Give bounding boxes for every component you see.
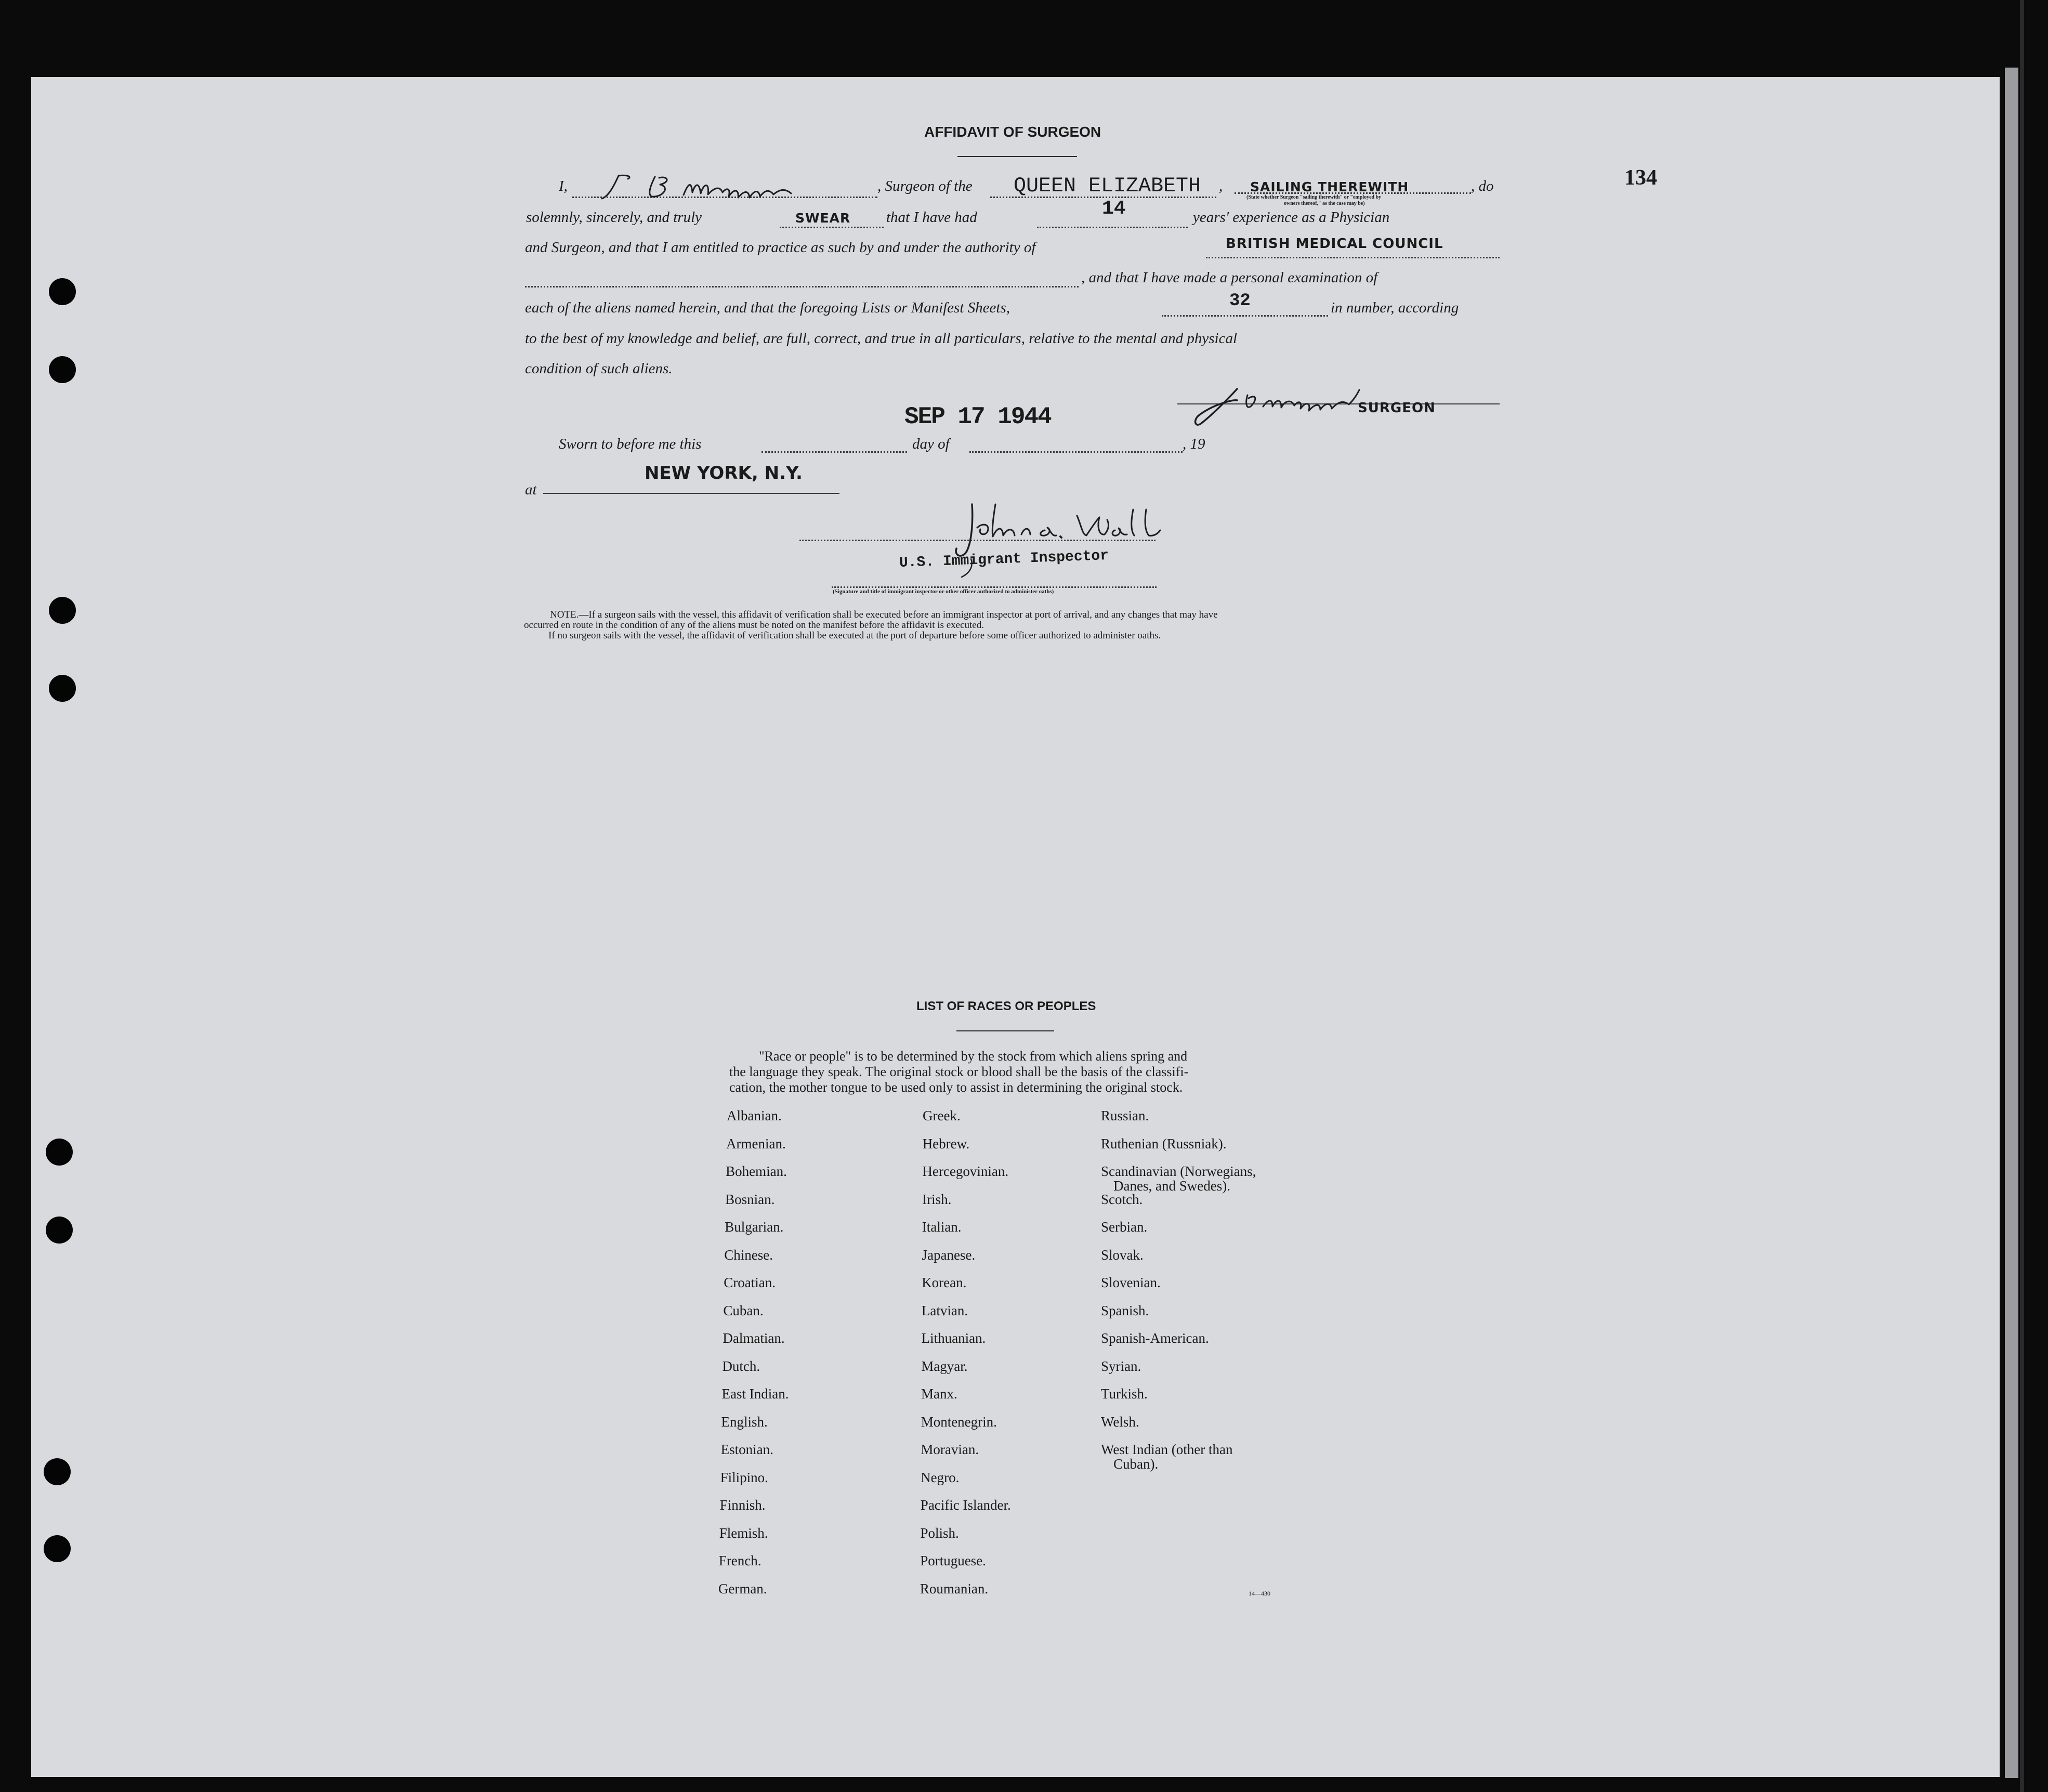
race-item: Serbian. xyxy=(1101,1219,1148,1235)
page-number: 134 xyxy=(1624,166,1657,190)
race-item: Turkish. xyxy=(1101,1386,1148,1402)
race-item: Slovenian. xyxy=(1101,1275,1161,1290)
line2-suffix: years' experience as a Physician xyxy=(1193,209,1390,226)
race-item: Spanish-American. xyxy=(1101,1330,1209,1346)
punch-hole xyxy=(46,1139,73,1166)
race-item: Cuban. xyxy=(723,1302,764,1318)
place-line xyxy=(543,493,839,494)
race-item: Bulgarian. xyxy=(725,1219,784,1235)
line3-prefix: and Surgeon, and that I am entitled to practice as such by and under the authority of xyxy=(525,239,1036,256)
race-item: Albanian. xyxy=(727,1108,782,1123)
surgeon-label: SURGEON xyxy=(1358,400,1436,416)
race-item: Negro. xyxy=(921,1469,960,1485)
punch-hole xyxy=(49,278,76,305)
race-item: Moravian. xyxy=(921,1442,979,1457)
race-item: Ruthenian (Russniak). xyxy=(1101,1135,1227,1152)
race-item: Armenian. xyxy=(726,1135,786,1152)
race-item: Greek. xyxy=(923,1108,961,1123)
punch-hole xyxy=(44,1458,71,1485)
race-item: Chinese. xyxy=(724,1247,773,1263)
punch-hole xyxy=(44,1535,71,1562)
surgeon-name-handwriting xyxy=(598,166,847,205)
line2-mid: that I have had xyxy=(886,209,977,226)
page-edge-shadow xyxy=(2005,68,2018,1778)
race-item: Danes, and Swedes). xyxy=(1113,1178,1230,1194)
race-item: East Indian. xyxy=(721,1386,789,1402)
race-item: Magyar. xyxy=(921,1358,968,1374)
inspector-signature xyxy=(941,499,1175,590)
vessel-name: QUEEN ELIZABETH xyxy=(1014,175,1201,198)
sworn-day-of: day of xyxy=(912,436,950,452)
years-experience: 14 xyxy=(1102,198,1126,220)
sailing-line xyxy=(1235,192,1471,194)
race-item: Spanish. xyxy=(1101,1302,1149,1318)
race-item: Manx. xyxy=(921,1386,957,1402)
punch-hole xyxy=(49,597,76,624)
inspector-caption: (Signature and title of immigrant inspector or other officer authorized to administer oaths) xyxy=(833,588,1054,595)
punch-hole xyxy=(49,675,76,702)
sworn-year: , 19 xyxy=(1183,436,1205,452)
race-item: Welsh. xyxy=(1101,1414,1139,1430)
race-item: Dalmatian. xyxy=(723,1330,785,1346)
film-edge xyxy=(2020,0,2024,1792)
line5-suffix: in number, according xyxy=(1331,299,1459,316)
race-item: Cuban). xyxy=(1113,1456,1159,1472)
races-intro-1: "Race or people" is to be determined by the stock from which aliens spring and xyxy=(759,1049,1188,1064)
race-item: Bohemian. xyxy=(726,1163,787,1179)
races-intro-3: cation, the mother tongue to be used only to assist in determining the original stock. xyxy=(729,1080,1183,1095)
race-item: Irish. xyxy=(922,1191,952,1207)
race-item: Italian. xyxy=(922,1219,962,1235)
sailing-note-2: owners thereof," as the case may be) xyxy=(1284,201,1365,206)
race-item: Slovak. xyxy=(1101,1247,1144,1263)
punch-hole xyxy=(49,356,76,383)
race-item: Japanese. xyxy=(922,1247,976,1263)
race-item: Lithuanian. xyxy=(921,1330,986,1346)
race-item: Filipino. xyxy=(720,1469,768,1485)
line4-suffix: , and that I have made a personal examination of xyxy=(1081,269,1378,286)
inspector-title-line xyxy=(832,586,1157,588)
line1-prefix: I, xyxy=(559,178,568,194)
note-line-2: occurred en route in the condition of any of the aliens must be noted on the manifest before the affidavit is executed. xyxy=(524,620,984,631)
race-item: Bosnian. xyxy=(725,1191,775,1207)
inspector-title: U.S. Immigrant Inspector xyxy=(899,547,1109,571)
line1-surgeon-of: , Surgeon of the xyxy=(877,178,973,194)
form-number: 14—430 xyxy=(1249,1590,1270,1597)
affidavit-title: AFFIDAVIT OF SURGEON xyxy=(924,124,1101,140)
oath-word: SWEAR xyxy=(795,211,851,226)
race-item: Croatian. xyxy=(724,1275,776,1290)
race-item: Pacific Islander. xyxy=(920,1497,1011,1513)
place-city: NEW YORK, N.Y. xyxy=(645,463,803,483)
place-at: at xyxy=(525,481,537,498)
line5-prefix: each of the aliens named herein, and that the foregoing Lists or Manifest Sheets, xyxy=(525,299,1010,316)
race-item: Polish. xyxy=(920,1525,959,1541)
race-item: Russian. xyxy=(1101,1108,1149,1123)
sworn-month-line xyxy=(969,451,1183,453)
race-item: Roumanian. xyxy=(920,1580,989,1597)
race-item: Korean. xyxy=(922,1275,967,1290)
authority-line xyxy=(1206,257,1500,258)
authority-line-2 xyxy=(525,286,1079,287)
punch-hole xyxy=(46,1217,73,1244)
race-item: Flemish. xyxy=(719,1525,768,1541)
race-item: Hebrew. xyxy=(922,1135,970,1152)
line2-prefix: solemnly, sincerely, and truly xyxy=(526,209,702,226)
races-title-underline xyxy=(956,1030,1054,1031)
race-item: German. xyxy=(718,1580,767,1597)
race-item: English. xyxy=(721,1414,768,1430)
race-item: Latvian. xyxy=(921,1302,968,1318)
manifest-sheet-count: 32 xyxy=(1229,291,1251,311)
races-title: LIST OF RACES OR PEOPLES xyxy=(916,999,1096,1013)
race-item: West Indian (other than xyxy=(1101,1442,1233,1457)
race-item: Syrian. xyxy=(1101,1358,1141,1374)
race-item: Hercegovinian. xyxy=(922,1163,1009,1179)
race-item: Montenegrin. xyxy=(921,1414,997,1430)
line6: to the best of my knowledge and belief, are full, correct, and true in all particulars, relative to the mental and physical xyxy=(525,330,1238,347)
years-line xyxy=(1037,227,1188,228)
line1-do: , do xyxy=(1471,178,1494,194)
sailing-note-1: (State whether Surgeon "sailing therewith" or "employed by xyxy=(1246,194,1382,200)
sworn-day-line xyxy=(762,451,907,453)
race-item: Estonian. xyxy=(720,1442,773,1457)
line1-comma: , xyxy=(1219,178,1223,194)
sheets-line xyxy=(1162,315,1328,317)
note-line-1: NOTE.—If a surgeon sails with the vessel, this affidavit of verification shall be executed before an immigrant inspector at port of arrival, and any changes that may have xyxy=(550,609,1218,620)
races-intro-2: the language they speak. The original stock or blood shall be the basis of the classifi- xyxy=(729,1064,1189,1079)
licensing-authority: BRITISH MEDICAL COUNCIL xyxy=(1226,236,1443,252)
date-stamp: SEP 17 1944 xyxy=(904,403,1051,430)
race-item: Scandinavian (Norwegians, xyxy=(1101,1163,1256,1179)
note-line-3: If no surgeon sails with the vessel, the affidavit of verification shall be executed at the port of departure before some officer authorized to administer oaths. xyxy=(548,630,1161,641)
sworn-prefix: Sworn to before me this xyxy=(559,436,702,452)
line7: condition of such aliens. xyxy=(525,360,673,377)
race-item: French. xyxy=(718,1553,762,1568)
race-item: Scotch. xyxy=(1101,1191,1143,1207)
title-underline xyxy=(957,156,1077,157)
race-item: Dutch. xyxy=(722,1358,760,1374)
oath-line xyxy=(780,227,884,228)
sailing-status: SAILING THEREWITH xyxy=(1250,179,1409,194)
race-item: Finnish. xyxy=(719,1497,766,1513)
race-item: Portuguese. xyxy=(920,1553,986,1568)
